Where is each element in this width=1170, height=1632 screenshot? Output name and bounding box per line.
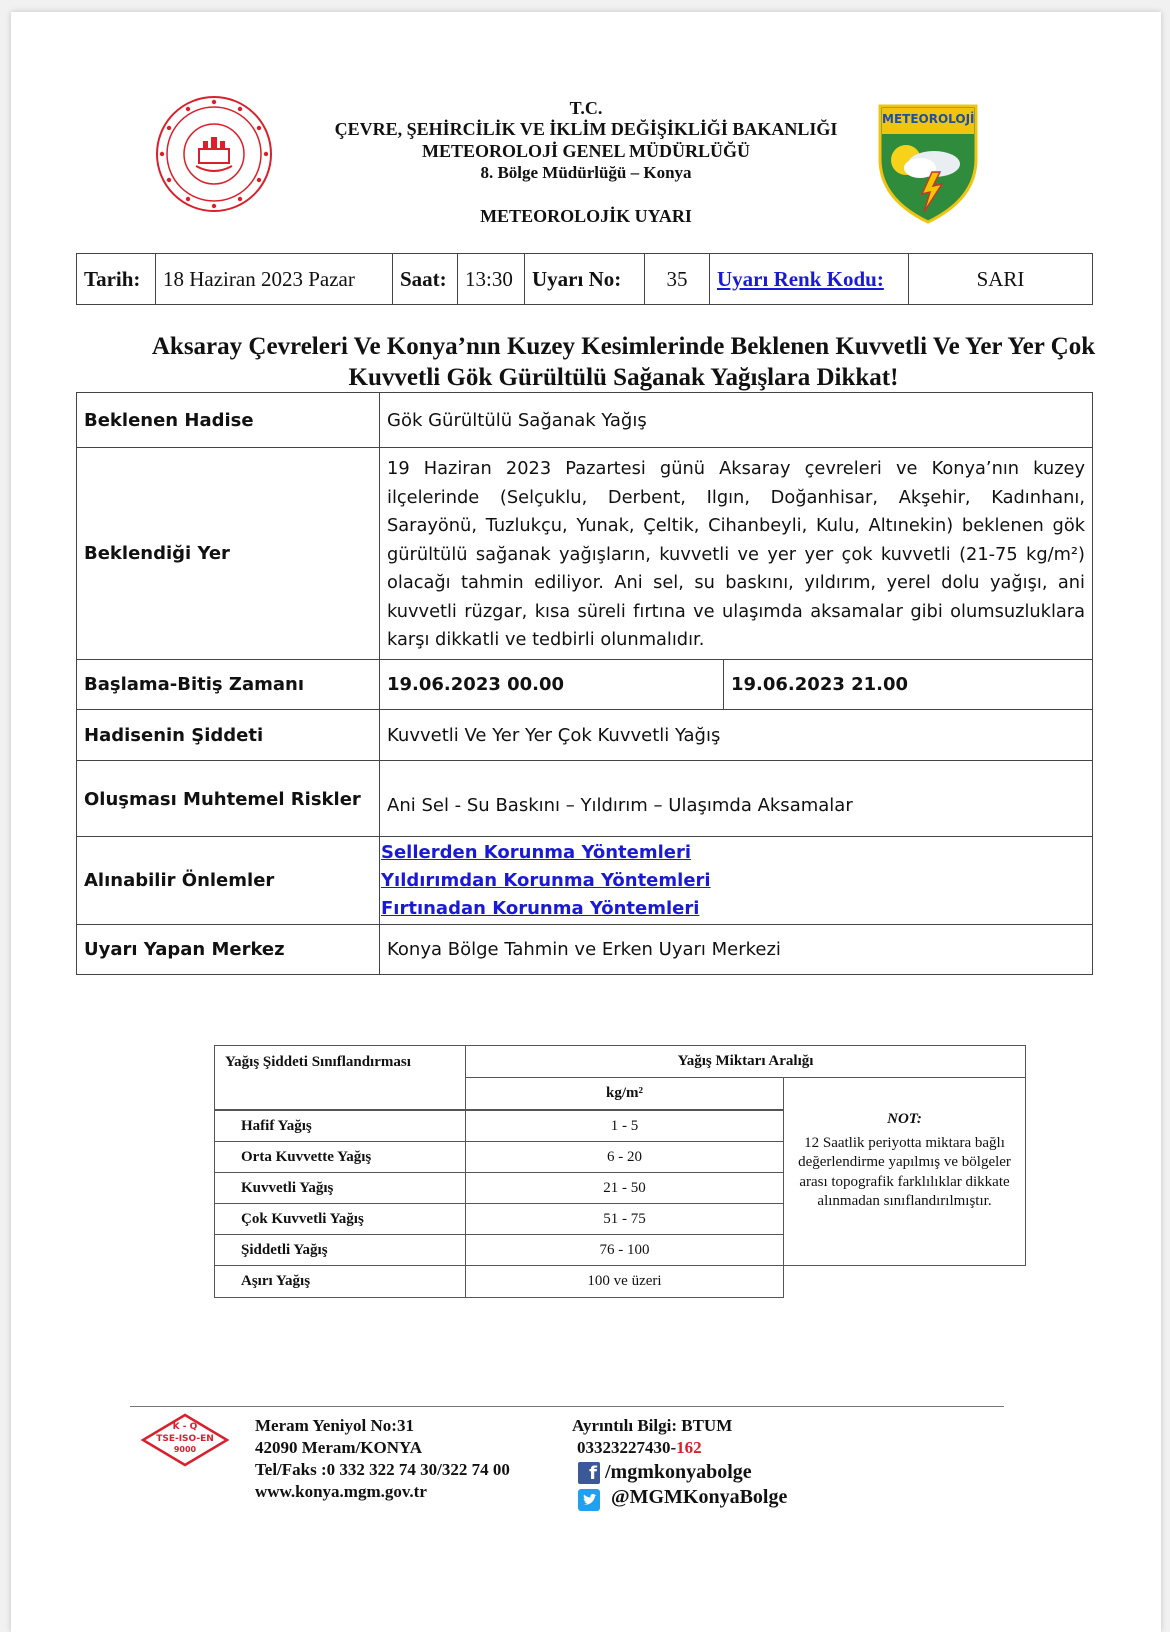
time-range-label: Başlama-Bitiş Zamanı bbox=[77, 660, 380, 710]
note-cell bbox=[784, 1078, 1026, 1266]
footer-website[interactable]: www.konya.mgm.gov.tr bbox=[255, 1482, 427, 1501]
location-label: Beklendiği Yer bbox=[77, 448, 380, 660]
location-value: 19 Haziran 2023 Pazartesi günü Aksaray çevreleri ve Konya’nın kuzey ilçelerinde (Selçuklu, Derbent, Ilgın, Doğanhisar, Akşehir, Kadınhanı, Sarayönü, Tuzlukçu, Yunak, Çeltik, Cihanbeyli, Kulu, Altınekin) beklenen gök gürültülü sağanak yağışların, kuvvetli ve yer yer çok kuvvetli (21-75 kg/m²) olacağı tahmin ediliyor. Ani sel, su baskını, yıldırım, yerel dolu yağışı, ani kuvvetli rüzgar, kısa süreli fırtına ve ulaşımda aksamalar gibi olumsuzluklara karşı dikkatli ve tedbirli olunmalıdır. bbox=[380, 448, 1093, 660]
header-line-tc: T.C. bbox=[569, 98, 603, 118]
lightning-protection-link[interactable]: Yıldırımdan Korunma Yöntemleri bbox=[381, 869, 711, 891]
severity-label: Hadisenin Şiddeti bbox=[77, 710, 380, 761]
storm-protection-link[interactable]: Fırtınadan Korunma Yöntemleri bbox=[381, 897, 700, 919]
header-directorate: METEOROLOJİ GENEL MÜDÜRLÜĞÜ bbox=[421, 141, 751, 161]
facebook-icon: f bbox=[578, 1462, 600, 1484]
class-range: 51 - 75 bbox=[466, 1204, 784, 1235]
footer-address-2: 42090 Meram/KONYA bbox=[255, 1438, 422, 1457]
measures-label: Alınabilir Önlemler bbox=[77, 837, 380, 925]
color-code-value: SARI bbox=[909, 254, 1093, 305]
footer-divider bbox=[130, 1406, 1004, 1407]
twitter-icon bbox=[578, 1489, 600, 1511]
footer-address-1: Meram Yeniyol No:31 bbox=[255, 1416, 414, 1435]
footer-telfax: Tel/Faks :0 332 322 74 30/322 74 00 bbox=[255, 1460, 510, 1479]
footer-phone bbox=[577, 1437, 702, 1459]
warning-details-table bbox=[76, 392, 1093, 975]
end-time-value: 19.06.2023 21.00 bbox=[724, 660, 1093, 710]
color-code-link[interactable]: Uyarı Renk Kodu: bbox=[717, 266, 884, 291]
unit-header: kg/m² bbox=[466, 1078, 784, 1110]
date-label: Tarih: bbox=[77, 254, 156, 305]
risks-label: Oluşması Muhtemel Riskler bbox=[77, 761, 380, 837]
class-name: Çok Kuvvetli Yağış bbox=[215, 1204, 466, 1235]
facebook-handle[interactable]: /mgmkonyabolge bbox=[605, 1461, 752, 1483]
tse-iso-certification-badge bbox=[139, 1412, 231, 1468]
severity-value: Kuvvetli Ve Yer Yer Çok Kuvvetli Yağış bbox=[380, 710, 1093, 761]
cert-line-3: 9000 bbox=[173, 1445, 197, 1454]
rain-classification-table bbox=[214, 1045, 1026, 1298]
warning-title: Aksaray Çevreleri Ve Konya’nın Kuzey Kesimlerinde Beklenen Kuvvetli Ve Yer Yer Çok Kuvvetli Gök Gürültülü Sağanak Yağışlara Dikkat! bbox=[151, 333, 1096, 391]
class-range: 21 - 50 bbox=[466, 1173, 784, 1204]
amount-range-header: Yağış Miktarı Aralığı bbox=[466, 1046, 1026, 1078]
event-label: Beklenen Hadise bbox=[77, 393, 380, 448]
time-value: 13:30 bbox=[458, 254, 525, 305]
start-time-value: 19.06.2023 00.00 bbox=[380, 660, 724, 710]
note-text: 12 Saatlik periyotta miktara bağlı değerlendirme yapılmış ve bölgeler arası topografik farklılıklar dikkate alınmadan sınıflandırılmıştır. bbox=[798, 1134, 1011, 1209]
warning-no-label: Uyarı No: bbox=[525, 254, 645, 305]
risks-value: Ani Sel - Su Baskını – Yıldırım – Ulaşımda Aksamalar bbox=[380, 761, 1093, 837]
header-ministry: ÇEVRE, ŞEHİRCİLİK VE İKLİM DEĞİŞİKLİĞİ BAKANLIĞI bbox=[334, 119, 838, 139]
warning-no-value: 35 bbox=[645, 254, 710, 305]
center-value: Konya Bölge Tahmin ve Erken Uyarı Merkezi bbox=[380, 925, 1093, 975]
cert-line-1: K - Q bbox=[172, 1422, 198, 1432]
footer-phone-ext: 162 bbox=[676, 1438, 702, 1457]
document-page bbox=[11, 12, 1161, 1632]
note-title: NOT: bbox=[887, 1111, 922, 1127]
class-range: 1 - 5 bbox=[466, 1111, 784, 1142]
twitter-handle[interactable]: @MGMKonyaBolge bbox=[611, 1486, 788, 1508]
time-label: Saat: bbox=[393, 254, 458, 305]
document-type-title: METEOROLOJİK UYARI bbox=[480, 206, 692, 226]
class-name: Hafif Yağış bbox=[215, 1111, 466, 1142]
class-range: 76 - 100 bbox=[466, 1235, 784, 1266]
meteoroloji-logo bbox=[876, 104, 980, 224]
measures-links bbox=[380, 837, 1093, 925]
classification-header: Yağış Şiddeti Sınıflandırması bbox=[215, 1046, 466, 1110]
class-name: Aşırı Yağış bbox=[215, 1266, 466, 1298]
warning-meta-table bbox=[76, 253, 1093, 305]
class-name: Kuvvetli Yağış bbox=[215, 1173, 466, 1204]
header-region: 8. Bölge Müdürlüğü – Konya bbox=[480, 163, 692, 182]
flood-protection-link[interactable]: Sellerden Korunma Yöntemleri bbox=[381, 841, 691, 863]
color-code-cell bbox=[710, 254, 909, 305]
class-range: 6 - 20 bbox=[466, 1142, 784, 1173]
class-range: 100 ve üzeri bbox=[466, 1266, 784, 1298]
class-name: Şiddetli Yağış bbox=[215, 1235, 466, 1266]
cert-line-2: TSE-ISO-EN bbox=[156, 1434, 214, 1444]
footer-info-label: Ayrıntılı Bilgi: BTUM bbox=[572, 1416, 733, 1435]
center-label: Uyarı Yapan Merkez bbox=[77, 925, 380, 975]
date-value: 18 Haziran 2023 Pazar bbox=[156, 254, 393, 305]
class-name: Orta Kuvvette Yağış bbox=[215, 1142, 466, 1173]
meteoroloji-logo-text: METEOROLOJİ bbox=[882, 112, 975, 126]
table-row bbox=[215, 1266, 1026, 1298]
event-value: Gök Gürültülü Sağanak Yağış bbox=[380, 393, 1093, 448]
footer-phone-main: 03323227430- bbox=[577, 1438, 677, 1457]
